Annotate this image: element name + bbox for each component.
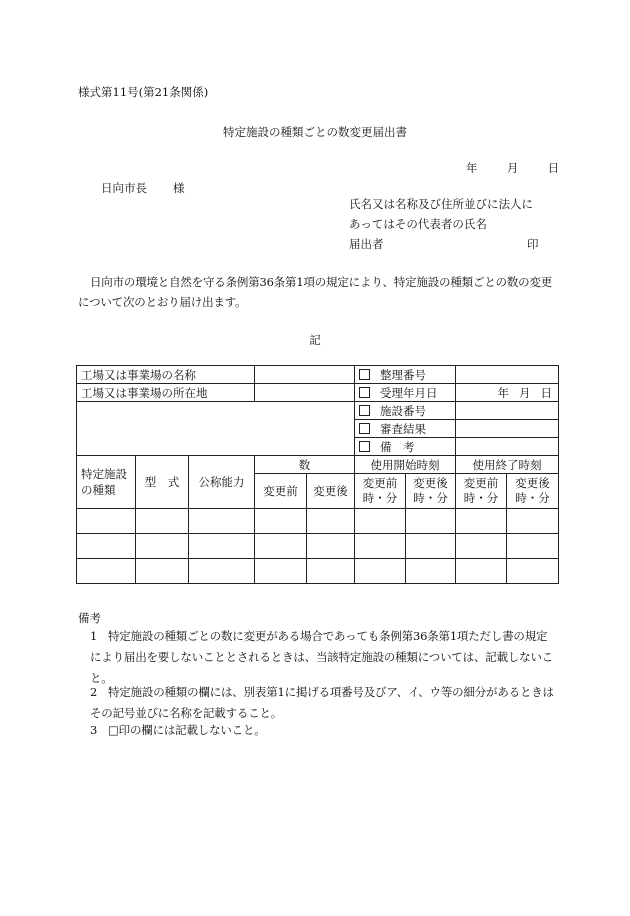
table-cell[interactable] xyxy=(456,559,507,584)
checkbox-icon xyxy=(359,387,370,398)
document-title: 特定施設の種類ごとの数変更届出書 xyxy=(223,125,407,139)
table-cell[interactable] xyxy=(456,509,507,534)
factory-name-label: 工場又は事業場の名称 xyxy=(77,366,255,384)
header-model: 型 式 xyxy=(136,456,189,509)
table-cell[interactable] xyxy=(136,509,189,534)
table-cell[interactable] xyxy=(189,559,255,584)
factory-name-field[interactable] xyxy=(255,366,355,384)
table-cell[interactable] xyxy=(136,534,189,559)
table-cell[interactable] xyxy=(406,509,456,534)
table-cell[interactable] xyxy=(77,509,136,534)
applicant-line-2: あってはその代表者の氏名 xyxy=(349,217,487,231)
checkbox-icon xyxy=(359,441,370,452)
header-count-before: 変更前 xyxy=(255,474,307,509)
table-cell[interactable] xyxy=(255,509,307,534)
table-cell[interactable] xyxy=(255,534,307,559)
note-item: 1 特定施設の種類ごとの数に変更がある場合であっても条例第36条第1項ただし書の規定により届出を要しないこととされるときは、当該特定施設の種類については、記載しないこと。 xyxy=(90,629,554,685)
header-facility-type: 特定施設の種類 xyxy=(77,456,136,509)
checkbox-icon xyxy=(359,369,370,380)
table-cell[interactable] xyxy=(507,534,559,559)
body-text: 日向市の環境と自然を守る条例第36条第1項の規定により、特定施設の種類ごとの数の変更について次のとおり届け出ます。 xyxy=(78,275,553,309)
factory-location-field[interactable] xyxy=(255,384,355,402)
header-count: 数 xyxy=(255,456,355,474)
header-end-after: 変更後時・分 xyxy=(507,474,559,509)
addressee xyxy=(101,180,185,196)
table-cell[interactable] xyxy=(307,509,355,534)
table-cell[interactable] xyxy=(507,509,559,534)
checkbox-icon xyxy=(359,405,370,416)
table-cell[interactable] xyxy=(189,509,255,534)
received-date-field xyxy=(456,384,559,402)
table-cell[interactable] xyxy=(355,534,406,559)
addressee-honorific: 様 xyxy=(173,181,185,195)
header-start-after: 変更後時・分 xyxy=(406,474,456,509)
remarks-label: 備 考 xyxy=(355,438,456,456)
table-cell[interactable] xyxy=(355,509,406,534)
header-start-before: 変更前時・分 xyxy=(355,474,406,509)
date-month: 月 xyxy=(506,161,519,175)
table-cell[interactable] xyxy=(77,559,136,584)
note-item: 3 □印の欄には記載しないこと。 xyxy=(90,723,266,737)
table-cell[interactable] xyxy=(189,534,255,559)
applicant-label: 届出者 xyxy=(349,237,384,251)
applicant-line-1: 氏名又は名称及び住所並びに法人に xyxy=(349,197,533,211)
note-item: 2 特定施設の種類の欄には、別表第1に掲げる項番号及びア、イ、ウ等の細分があるときはその記号並びに名称を記載すること。 xyxy=(90,685,554,720)
table-cell[interactable] xyxy=(456,534,507,559)
table-row xyxy=(77,509,559,534)
notification-table xyxy=(76,365,559,584)
received-day: 日 xyxy=(540,385,553,400)
table-cell[interactable] xyxy=(136,559,189,584)
table-cell[interactable] xyxy=(77,534,136,559)
table-cell[interactable] xyxy=(307,559,355,584)
review-result-field xyxy=(456,420,559,438)
submission-date xyxy=(466,160,559,176)
header-nominal-capacity: 公称能力 xyxy=(189,456,255,509)
date-day: 日 xyxy=(547,161,560,175)
header-start-time: 使用開始時刻 xyxy=(355,456,456,474)
table-row xyxy=(77,534,559,559)
remarks-field xyxy=(456,438,559,456)
factory-location-label: 工場又は事業場の所在地 xyxy=(77,384,255,402)
addressee-name: 日向市長 xyxy=(101,181,147,195)
table-cell[interactable] xyxy=(255,559,307,584)
facility-number-label: 施設番号 xyxy=(355,402,456,420)
received-date-label: 受理年月日 xyxy=(355,384,456,402)
ki-heading: 記 xyxy=(309,333,321,347)
form-number: 様式第11号(第21条関係) xyxy=(78,85,209,99)
reference-number-field xyxy=(456,366,559,384)
header-end-before: 変更前時・分 xyxy=(456,474,507,509)
facility-number-field xyxy=(456,402,559,420)
checkbox-icon xyxy=(359,423,370,434)
table-cell[interactable] xyxy=(307,534,355,559)
table-cell[interactable] xyxy=(507,559,559,584)
table-cell[interactable] xyxy=(355,559,406,584)
notes-heading: 備考 xyxy=(78,611,101,625)
seal-mark: 印 xyxy=(527,237,539,251)
received-year: 年 xyxy=(497,385,510,400)
received-month: 月 xyxy=(519,385,531,400)
header-end-time: 使用終了時刻 xyxy=(456,456,559,474)
review-result-label: 審査結果 xyxy=(355,420,456,438)
date-year: 年 xyxy=(466,161,478,175)
blank-area xyxy=(77,402,355,456)
header-count-after: 変更後 xyxy=(307,474,355,509)
reference-number-label: 整理番号 xyxy=(355,366,456,384)
table-row xyxy=(77,559,559,584)
table-cell[interactable] xyxy=(406,534,456,559)
table-cell[interactable] xyxy=(406,559,456,584)
